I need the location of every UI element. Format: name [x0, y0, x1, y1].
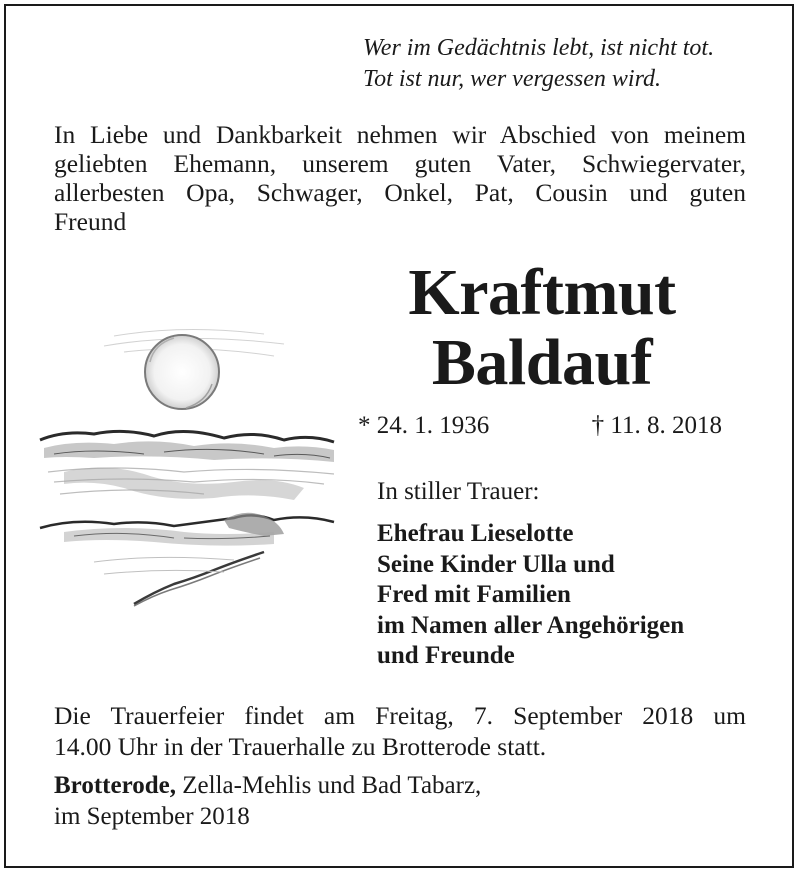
mourner-line: Seine Kinder Ulla und — [377, 550, 615, 578]
place-bold: Brotterode, — [54, 772, 176, 799]
mourner-line: im Namen aller Angehörigen — [377, 611, 685, 639]
mourner-line: Ehefrau Lieselotte — [377, 520, 574, 547]
memorial-quote — [363, 33, 714, 95]
quote-line: Wer im Gedächtnis lebt, ist nicht tot. — [363, 35, 715, 61]
deceased-name — [380, 258, 704, 398]
funeral-line: 14.00 Uhr in der Trauerhalle zu Brotterode statt. — [54, 732, 547, 761]
farewell-text — [54, 120, 746, 236]
place-and-date — [54, 770, 481, 832]
deceased-first-name: Kraftmut — [408, 256, 676, 329]
sun-icon — [145, 335, 219, 409]
mourners-list — [377, 519, 684, 672]
farewell-line: allerbesten Opa, Schwager, Onkel, Pat, Cousin und guten — [54, 178, 746, 207]
landscape-illustration — [34, 322, 354, 622]
place-rest: Zella-Mehlis und Bad Tabarz, — [175, 772, 482, 799]
deceased-last-name: Baldauf — [431, 326, 653, 399]
funeral-info — [54, 700, 746, 762]
mourner-line: Fred mit Familien — [377, 581, 571, 608]
farewell-line: In Liebe und Dankbarkeit nehmen wir Abschied von meinem — [54, 120, 746, 149]
farewell-line: geliebten Ehemann, unserem guten Vater, Schwiegervater, — [54, 149, 746, 178]
mourning-label: In stiller Trauer: — [377, 478, 540, 505]
place-line — [54, 770, 481, 801]
quote-line: Tot ist nur, wer vergessen wird. — [363, 66, 662, 92]
birth-date: * 24. 1. 1936 — [358, 412, 490, 439]
death-date: † 11. 8. 2018 — [591, 412, 722, 439]
notice-date: im September 2018 — [54, 803, 250, 830]
mourner-line: und Freunde — [377, 642, 515, 669]
funeral-line: Die Trauerfeier findet am Freitag, 7. September 2018 um — [54, 701, 746, 730]
farewell-line: Freund — [54, 207, 127, 236]
